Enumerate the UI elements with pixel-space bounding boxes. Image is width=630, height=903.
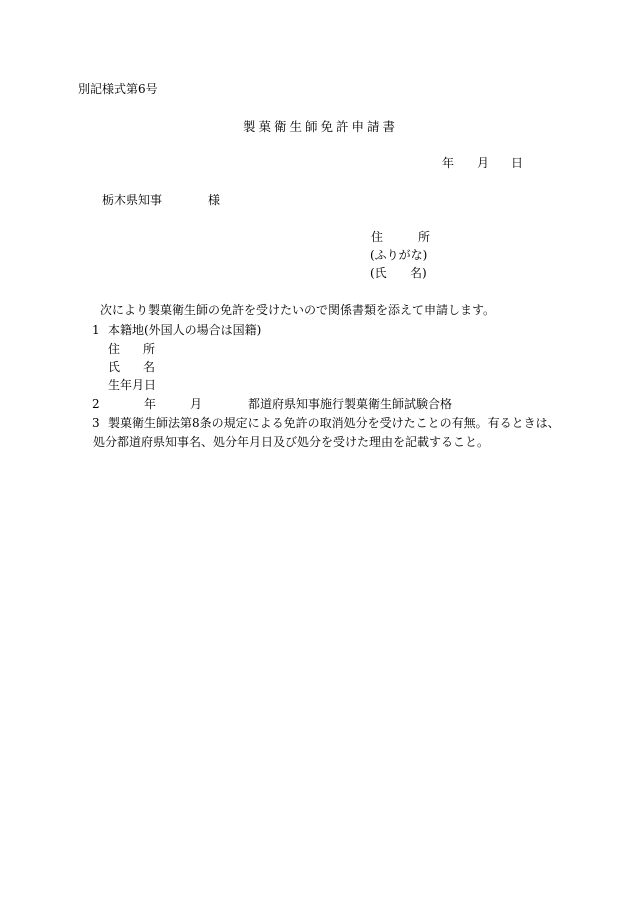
- date-month-label: 月: [477, 156, 490, 170]
- applicant-furigana-label: (ふりがな): [370, 248, 428, 262]
- form-number: 別記様式第6号: [78, 82, 158, 96]
- addressee-honorific: 様: [208, 193, 221, 207]
- applicant-address-label-2: 所: [418, 230, 431, 244]
- item-3-number: 3: [92, 416, 100, 430]
- item-2-number: 2: [92, 397, 100, 411]
- item-2-text: 都道府県知事施行製菓衛生師試験合格: [248, 397, 453, 411]
- item-1-address-2: 所: [143, 342, 156, 356]
- applicant-name-label-1: (氏: [370, 266, 387, 280]
- applicant-address-label-1: 住: [371, 230, 384, 244]
- intro-text: 次により製菓衛生師の免許を受けたいので関係書類を添えて申請します。: [100, 303, 496, 317]
- applicant-name-label-2: 名): [410, 266, 427, 280]
- item-1-name-1: 氏: [108, 360, 121, 374]
- date-year-label: 年: [442, 156, 455, 170]
- item-2-year: 年: [144, 397, 157, 411]
- item-1-name-2: 名: [143, 360, 156, 374]
- item-1-address-1: 住: [108, 342, 121, 356]
- item-1-birthdate: 生年月日: [108, 378, 157, 392]
- item-1-number: 1: [92, 323, 100, 337]
- item-2-month: 月: [190, 397, 203, 411]
- document-title: 製菓衛生師免許申請書: [243, 119, 399, 134]
- item-3-line-1: 製菓衛生師法第8条の規定による免許の取消処分を受けたことの有無。有るときは、: [108, 416, 560, 430]
- addressee-name: 栃木県知事: [102, 193, 163, 207]
- date-day-label: 日: [511, 156, 524, 170]
- item-3-line-2: 処分都道府県知事名、処分年月日及び処分を受けた理由を記載すること。: [93, 435, 490, 449]
- item-1-text: 本籍地(外国人の場合は国籍): [108, 323, 262, 337]
